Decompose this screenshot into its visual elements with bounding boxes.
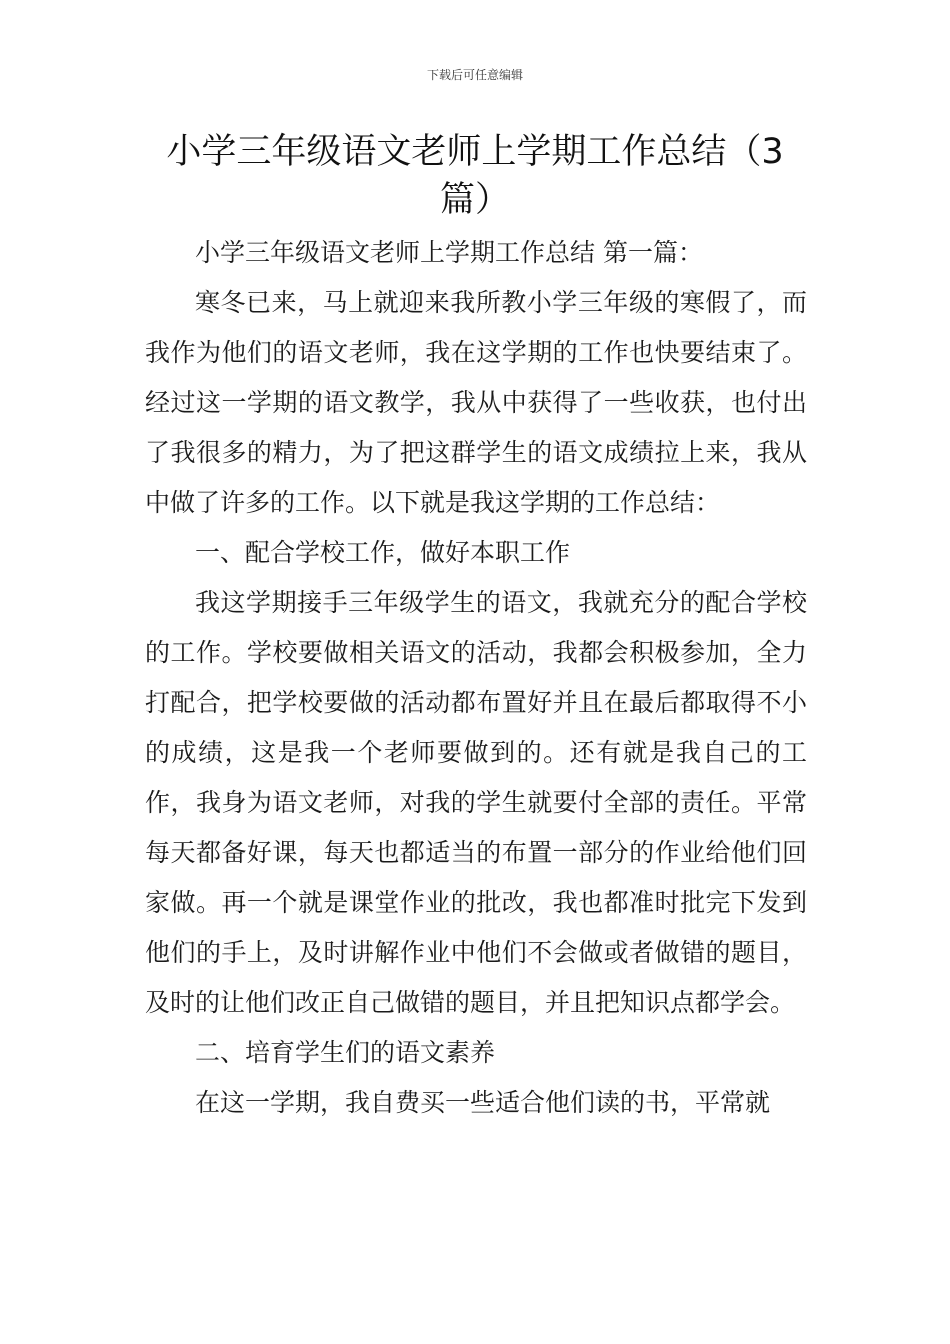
document-body [145,228,807,1128]
header-note: 下载后可任意编辑 [426,68,523,82]
paragraph-literacy: 在这一学期，我自费买一些适合他们读的书，平常就 [195,1088,771,1117]
section-heading-part-one: 小学三年级语文老师上学期工作总结 第一篇： [195,238,703,267]
section-heading-cooperate: 一、配合学校工作，做好本职工作 [195,538,571,567]
paragraph-intro: 寒冬已来，马上就迎来我所教小学三年级的寒假了，而我作为他们的语文老师，我在这学期的工作也快要结束了。经过这一学期的语文教学，我从中获得了一些收获，也付出了我很多的精力，为了把这群学生的语文成绩拉上来，我从中做了许多的工作。以下就是我这学期的工作总结： [145,288,807,517]
section-heading-literacy: 二、培育学生们的语文素养 [195,1038,496,1067]
paragraph-cooperate: 我这学期接手三年级学生的语文，我就充分的配合学校的工作。学校要做相关语文的活动，我都会积极参加，全力打配合，把学校要做的活动都布置好并且在最后都取得不小的成绩，这是我一个老师要做到的。还有就是我自己的工作，我身为语文老师，对我的学生就要付全部的责任。平常每天都备好课，每天也都适当的布置一部分的作业给他们回家做。再一个就是课堂作业的批改，我也都准时批完下发到他们的手上，及时讲解作业中他们不会做或者做错的题目，及时的让他们改正自己做错的题目，并且把知识点都学会。 [145,588,807,1017]
document-title: 小学三年级语文老师上学期工作总结（3篇） [166,132,784,220]
